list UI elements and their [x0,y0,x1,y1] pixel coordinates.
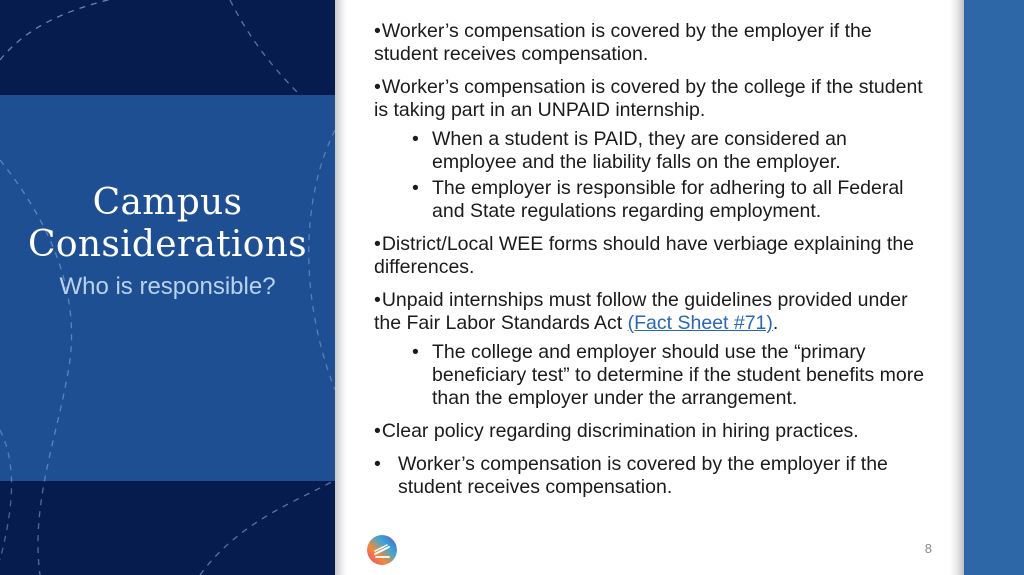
right-accent-bar [964,0,1024,575]
title-panel [0,0,335,575]
sub-bullet-list-flsa [374,341,934,410]
bullet-text: Worker’s compensation is covered by the college if the student is taking part in an UNPAID internship. [374,76,923,121]
sub-bullet-text: When a student is PAID, they are considered an employee and the liability falls on the employer. [432,128,847,173]
sub-bullet-dot: • [412,128,419,150]
bullet-text: District/Local WEE forms should have verbiage explaining the differences. [374,233,915,278]
bullet-text: Clear policy regarding discrimination in hiring practices. [381,420,859,442]
sub-bullet-primary-beneficiary [374,341,934,410]
slide-content [374,20,934,499]
sub-bullet-list-unpaid [374,128,934,223]
fact-sheet-71-link[interactable]: (Fact Sheet #71) [627,312,773,334]
title-line-2: Considerations [28,224,307,265]
panel-shadow [335,0,347,575]
title-block [0,182,335,302]
right-shadow [950,0,964,575]
sub-bullet-text: The college and employer should use the “primary beneficiary test” to determine if the student benefits more than the employer under the arrangement. [432,341,925,409]
bullet-dot: • [374,453,381,475]
bullet-dot: • [374,233,381,255]
bullet-employer-comp [374,20,934,66]
bullet-dot: • [374,420,381,442]
sub-bullet-dot: • [412,341,419,363]
sub-bullet-text: The employer is responsible for adhering to all Federal and State regulations regarding employment. [432,177,904,222]
sub-bullet-dot: • [412,177,419,199]
bullet-discrimination-policy [374,420,934,443]
bullet-final-employer-comp [374,453,934,499]
bullet-dot: • [374,289,381,311]
bullet-text: Worker’s compensation is covered by the employer if the student receives compensation. [398,453,888,498]
title-line-1: Campus [92,182,243,223]
slide-subtitle: Who is responsible? [59,273,276,300]
slide-title [0,182,335,266]
bullet-dot: • [374,20,381,42]
bullet-unpaid-internships [374,289,934,335]
sub-bullet-paid-student [374,128,934,174]
bullet-text-end: . [772,312,779,334]
college-logo-icon [367,535,397,565]
sub-bullet-employer-regulations [374,177,934,223]
bullet-college-comp [374,76,934,122]
bullet-text: Worker’s compensation is covered by the employer if the student receives compensation. [374,20,872,65]
page-number: 8 [924,541,932,556]
bullet-wee-forms [374,233,934,279]
bullet-text: Unpaid internships must follow the guidelines provided under the Fair Labor Standards Act [374,289,908,334]
bullet-dot: • [374,76,381,98]
